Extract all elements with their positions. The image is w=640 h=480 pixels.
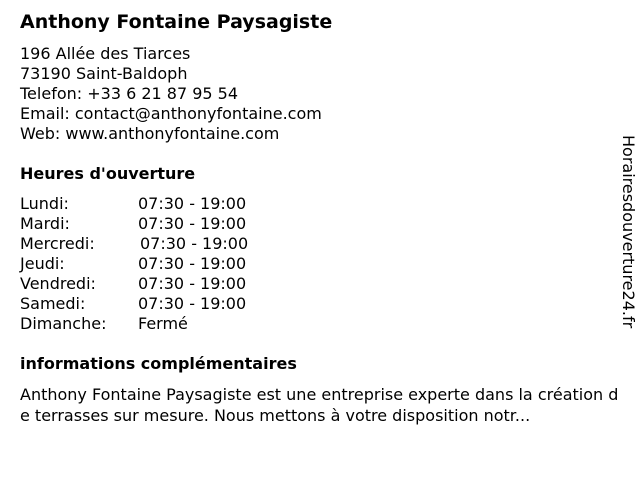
time-value: 07:30 - 19:00 xyxy=(138,214,247,233)
day-label: Vendredi: xyxy=(20,274,96,293)
day-label: Jeudi: xyxy=(20,254,65,273)
email-line: Email: contact@anthonyfontaine.com xyxy=(20,104,322,123)
info-description: Anthony Fontaine Paysagiste est une entreprise experte dans la création de terrasses sur mesure. Nous mettons à votre disposition notr... xyxy=(20,385,619,425)
hours-row-saturday xyxy=(20,294,620,314)
day-label: Dimanche: xyxy=(20,314,107,333)
hours-row-sunday xyxy=(20,314,620,334)
hours-row-monday xyxy=(20,194,620,214)
phone-line: Telefon: +33 6 21 87 95 54 xyxy=(20,84,239,103)
hours-row-wednesday xyxy=(20,234,620,254)
time-value: Fermé xyxy=(138,314,188,333)
hours-heading: Heures d'ouverture xyxy=(20,164,196,183)
street-address: 196 Allée des Tiarces xyxy=(20,44,191,63)
day-label: Mardi: xyxy=(20,214,70,233)
time-value: 07:30 - 19:00 xyxy=(138,254,247,273)
hours-row-tuesday xyxy=(20,214,620,234)
time-value: 07:30 - 19:00 xyxy=(140,234,249,253)
time-value: 07:30 - 19:00 xyxy=(138,294,247,313)
website-line: Web: www.anthonyfontaine.com xyxy=(20,124,280,143)
time-value: 07:30 - 19:00 xyxy=(138,274,247,293)
opening-hours-table xyxy=(20,194,620,334)
business-card xyxy=(20,10,620,426)
hours-row-friday xyxy=(20,274,620,294)
day-label: Mercredi: xyxy=(20,234,95,253)
city-postal: 73190 Saint-Baldoph xyxy=(20,64,188,83)
day-label: Lundi: xyxy=(20,194,69,213)
hours-row-thursday xyxy=(20,254,620,274)
day-label: Samedi: xyxy=(20,294,86,313)
time-value: 07:30 - 19:00 xyxy=(138,194,247,213)
watermark-text: Horairesdouverture24.fr xyxy=(619,135,638,329)
info-heading: informations complémentaires xyxy=(20,354,297,373)
business-name: Anthony Fontaine Paysagiste xyxy=(20,11,333,33)
contact-block xyxy=(20,44,620,144)
